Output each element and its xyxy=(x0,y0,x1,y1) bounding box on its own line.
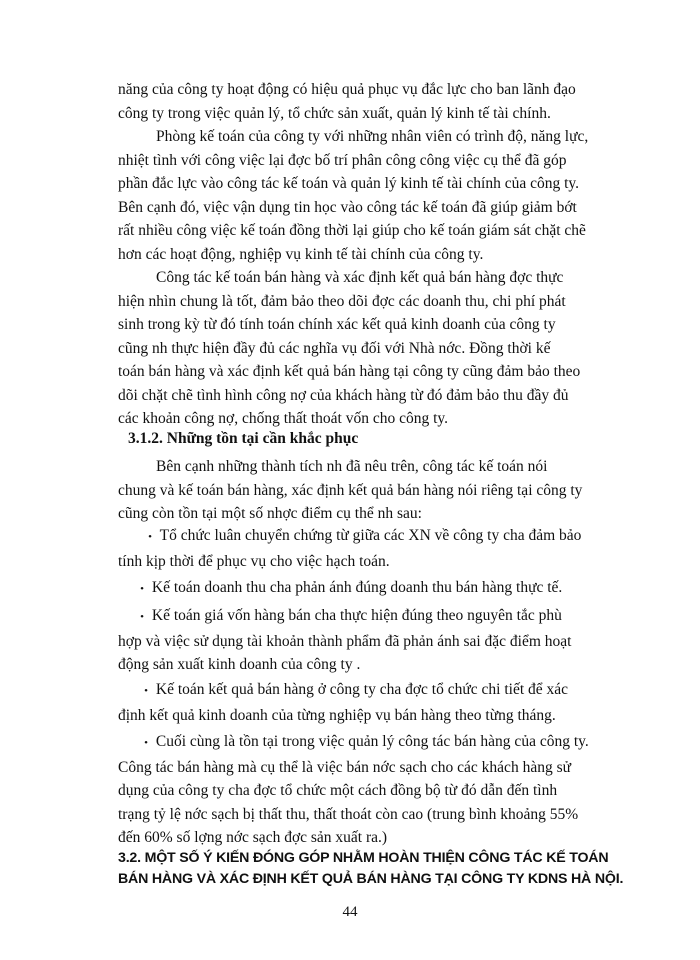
bullet-icon: • xyxy=(148,531,152,543)
bullet-icon: • xyxy=(144,685,148,697)
bullet-item-5 xyxy=(118,730,618,850)
text-line: chung và kế toán bán hàng, xác định kết quả bán hàng nói riêng tại công ty xyxy=(118,481,583,499)
text-line: Kế toán doanh thu cha phản ánh đúng doanh thu bán hàng thực tế. xyxy=(151,579,563,596)
text-line: cũng còn tồn tại một số nhợc điểm cụ thể nh sau: xyxy=(118,505,422,522)
text-line: rất nhiều công việc kế toán đồng thời lại giúp cho kế toán giám sát chặt chẽ xyxy=(118,222,586,239)
text-line: động sản xuất kinh doanh của công ty . xyxy=(118,656,361,673)
text-line: cũng nh thực hiện đầy đủ các nghĩa vụ đối với Nhà nớc. Đồng thời kế xyxy=(118,339,551,357)
text-line: dụng của công ty cha đợc tổ chức một cách đồng bộ từ đó dẫn đến tình xyxy=(118,782,558,799)
text-line: Bên cạnh những thành tích nh đã nêu trên, công tác kế toán nói xyxy=(156,458,548,475)
text-line: Kế toán kết quả bán hàng ở công ty cha đợc tổ chức chi tiết để xác xyxy=(155,681,569,698)
text-line: phần đắc lực vào công tác kế toán và quản lý kinh tế tài chính của công ty. xyxy=(118,175,580,192)
text-line: các khoản công nợ, chống thất thoát vốn cho công ty. xyxy=(118,410,449,427)
text-line: Cuối cùng là tồn tại trong việc quản lý công tác bán hàng của công ty. xyxy=(155,733,589,750)
text-line: dõi chặt chẽ tình hình công nợ của khách hàng từ đó đảm bảo thu đầy đủ xyxy=(118,386,569,404)
paragraph-1 xyxy=(118,78,618,125)
bullet-item-3 xyxy=(118,604,618,677)
text-line: Công tác kế toán bán hàng và xác định kết quả bán hàng đợc thực xyxy=(156,269,564,286)
text-line: năng của công ty hoạt động có hiệu quả phục vụ đắc lực cho ban lãnh đạo xyxy=(118,81,576,98)
text-line: nhiệt tình với công việc lại đợc bố trí phân công công việc cụ thể đã góp xyxy=(118,151,567,169)
paragraph-3 xyxy=(118,266,618,431)
text-line: tính kịp thời để phục vụ cho việc hạch toán. xyxy=(118,552,390,570)
bullet-item-4 xyxy=(118,678,618,727)
text-line: toán bán hàng và xác định kết quả bán hàng tại công ty cũng đảm bảo theo xyxy=(118,363,581,380)
paragraph-intro xyxy=(118,455,618,526)
text-line: Bên cạnh đó, việc vận dụng tin học vào công tác kế toán đã giúp giảm bớt xyxy=(118,198,577,216)
page-number: 44 xyxy=(342,904,358,920)
text-line: Tổ chức luân chuyển chứng từ giữa các XN về công ty cha đảm bảo xyxy=(159,527,582,544)
text-line: hơn các hoạt động, nghiệp vụ kinh tế tài chính của công ty. xyxy=(118,245,484,263)
text-line: trạng tỷ lệ nớc sạch bị thất thu, thất thoát còn cao (trung bình khoảng 55% xyxy=(118,805,579,823)
text-line: định kết quả kinh doanh của từng nghiệp vụ bán hàng theo từng tháng. xyxy=(118,706,556,724)
bullet-item-2 xyxy=(118,576,618,602)
section-heading-3-2 xyxy=(118,848,623,890)
bullet-icon: • xyxy=(144,737,148,749)
text-line: đến 60% số lợng nớc sạch đợc sản xuất ra.) xyxy=(118,829,388,846)
heading-line: BÁN HÀNG VÀ XÁC ĐỊNH KẾT QUẢ BÁN HÀNG TẠI CÔNG TY KDNS HÀ NỘI. xyxy=(118,871,624,887)
text-line: sinh trong kỳ từ đó tính toán chính xác kết quả kinh doanh của công ty xyxy=(118,316,556,333)
text-line: Phòng kế toán của công ty với những nhân viên có trình độ, năng lực, xyxy=(156,128,589,145)
heading-line: 3.2. MỘT SỐ Ý KIẾN ĐÓNG GÓP NHẰM HOÀN THIỆN CÔNG TÁC KẾ TOÁN xyxy=(118,850,609,866)
section-heading-3-1-2: 3.1.2. Những tồn tại cần khắc phục xyxy=(128,430,359,447)
paragraph-2 xyxy=(118,125,618,266)
bullet-item-1 xyxy=(118,524,618,573)
text-line: hiện nhìn chung là tốt, đảm bảo theo dõi đợc các doanh thu, chi phí phát xyxy=(118,292,566,310)
bullet-icon: • xyxy=(140,611,144,623)
text-line: hợp và việc sử dụng tài khoản thành phẩm đã phản ánh sai đặc điểm hoạt xyxy=(118,632,572,650)
bullet-icon: • xyxy=(140,583,144,595)
text-line: Công tác bán hàng mà cụ thể là việc bán nớc sạch cho các khách hàng sử xyxy=(118,758,572,776)
text-line: Kế toán giá vốn hàng bán cha thực hiện đúng theo nguyên tắc phù xyxy=(151,607,562,624)
text-line: công ty trong việc quản lý, tổ chức sản xuất, quản lý kinh tế tài chính. xyxy=(118,104,551,122)
